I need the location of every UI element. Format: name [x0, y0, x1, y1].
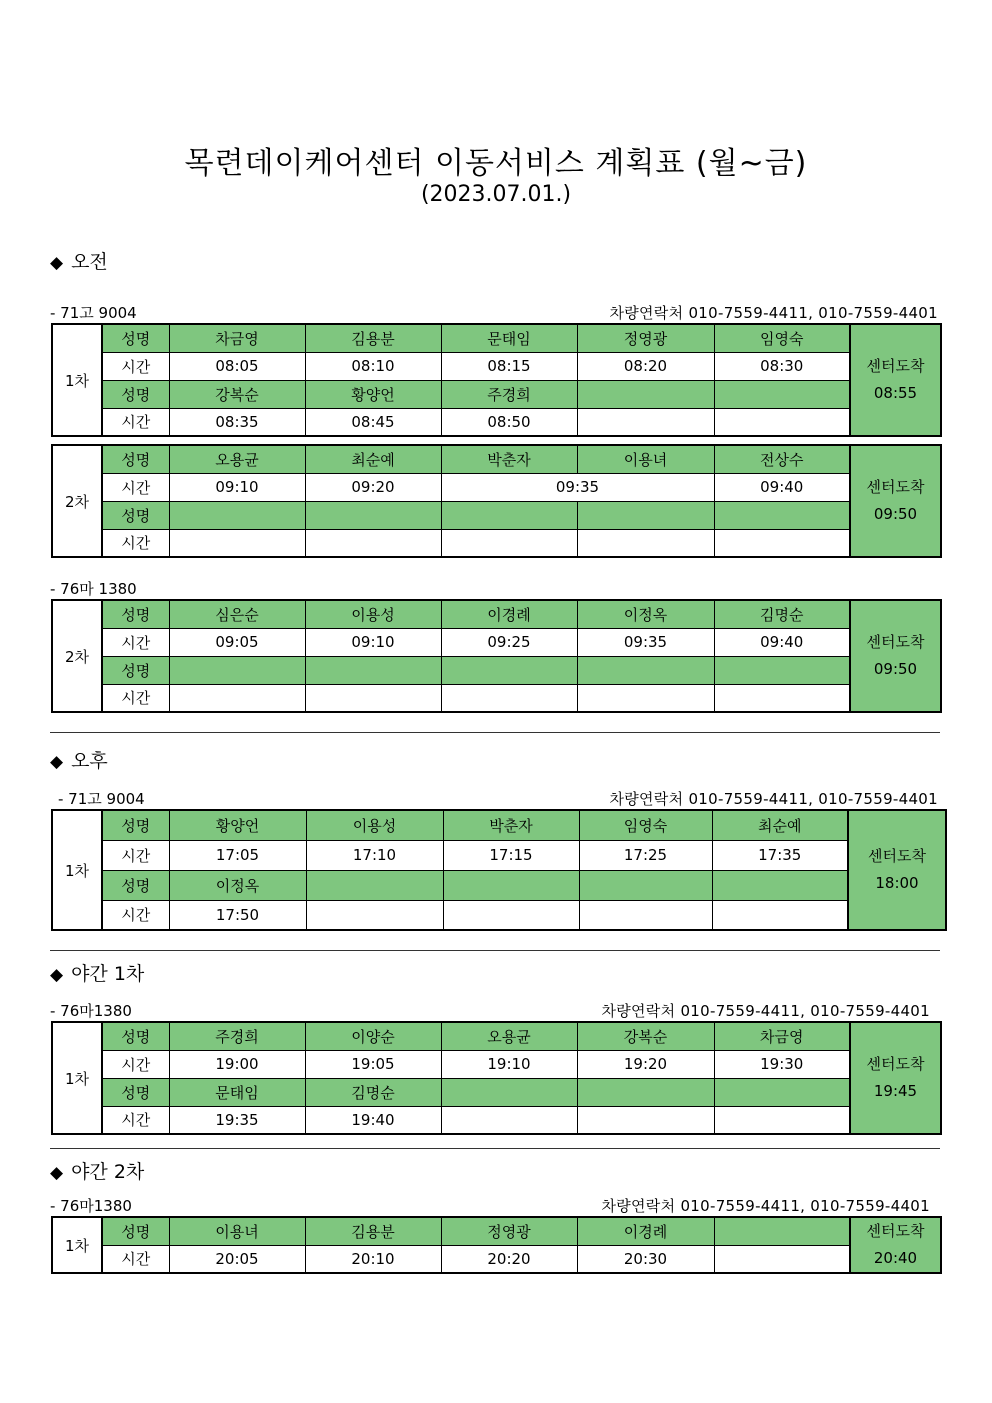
diamond-icon: ◆	[50, 752, 64, 772]
vehicle-night1: - 76마1380	[50, 1002, 132, 1020]
name-cell: 강복순	[577, 1022, 714, 1050]
section-night2-label: 야간 2차	[71, 1161, 145, 1183]
arrival-label: 센터도착	[868, 847, 926, 865]
time-label: 시간	[102, 684, 169, 712]
time-cell	[712, 900, 848, 930]
section-pm-label: 오후	[71, 750, 108, 772]
name-cell: 김명순	[714, 600, 850, 628]
time-cell: 09:20	[305, 473, 441, 501]
time-cell: 17:25	[579, 840, 712, 870]
name-cell: 김용분	[305, 324, 441, 352]
time-cell: 09:40	[714, 473, 850, 501]
arrival-time: 19:45	[873, 1082, 918, 1100]
name-cell	[714, 501, 850, 529]
name-cell	[305, 501, 441, 529]
name-cell: 최순예	[305, 445, 441, 473]
time-cell	[714, 684, 850, 712]
time-cell: 08:30	[714, 352, 850, 380]
time-cell	[169, 529, 305, 557]
name-label: 성명	[102, 870, 169, 900]
name-cell: 정영광	[441, 1217, 577, 1245]
time-cell: 20:10	[305, 1245, 441, 1273]
time-cell: 08:45	[305, 408, 441, 436]
schedule-table-night2	[51, 1216, 942, 1274]
arrival-cell	[850, 445, 941, 557]
name-cell: 최순예	[712, 810, 848, 840]
round-label: 2차	[52, 600, 102, 712]
schedule-table-am1	[51, 323, 942, 437]
diamond-icon: ◆	[50, 253, 64, 273]
time-cell: 08:05	[169, 352, 305, 380]
name-cell	[169, 656, 305, 684]
schedule-table-am3	[51, 599, 942, 713]
name-cell	[305, 656, 441, 684]
time-cell	[305, 684, 441, 712]
name-cell: 정영광	[577, 324, 714, 352]
time-cell: 17:35	[712, 840, 848, 870]
round-label: 1차	[52, 1217, 102, 1273]
arrival-time: 20:40	[873, 1249, 918, 1267]
name-cell	[712, 870, 848, 900]
divider	[50, 950, 940, 951]
name-cell	[577, 1078, 714, 1106]
name-cell: 차금영	[714, 1022, 850, 1050]
section-pm	[50, 746, 108, 773]
name-cell: 임영숙	[579, 810, 712, 840]
time-label: 시간	[102, 1106, 169, 1134]
time-label: 시간	[102, 628, 169, 656]
time-cell: 19:00	[169, 1050, 305, 1078]
round-label: 1차	[52, 1022, 102, 1134]
name-cell: 차금영	[169, 324, 305, 352]
vehicle-night2: - 76마1380	[50, 1197, 132, 1215]
diamond-icon: ◆	[50, 1163, 64, 1183]
section-night1-label: 야간 1차	[71, 963, 145, 985]
time-cell: 20:20	[441, 1245, 577, 1273]
name-cell: 이용성	[305, 600, 441, 628]
name-label: 성명	[102, 1022, 169, 1050]
section-night1	[50, 959, 144, 986]
time-cell	[714, 408, 850, 436]
name-cell	[714, 656, 850, 684]
name-label: 성명	[102, 501, 169, 529]
name-cell: 문태임	[169, 1078, 305, 1106]
time-cell	[577, 1106, 714, 1134]
time-cell	[577, 529, 714, 557]
name-cell	[441, 501, 577, 529]
contact-am: 차량연락처 010-7559-4411, 010-7559-4401	[609, 304, 938, 322]
time-cell: 20:05	[169, 1245, 305, 1273]
name-cell: 이경례	[577, 1217, 714, 1245]
name-cell: 이용녀	[577, 445, 714, 473]
name-cell: 임영숙	[714, 324, 850, 352]
time-cell	[306, 900, 443, 930]
arrival-label: 센터도착	[866, 1222, 925, 1240]
time-cell	[441, 529, 577, 557]
name-cell: 박춘자	[441, 445, 577, 473]
name-label: 성명	[102, 1217, 169, 1245]
vehicle-am-b: - 76마 1380	[50, 580, 137, 598]
name-cell: 김용분	[305, 1217, 441, 1245]
name-cell	[443, 870, 579, 900]
name-cell	[577, 501, 714, 529]
schedule-table-night1	[51, 1021, 942, 1135]
time-cell	[714, 529, 850, 557]
arrival-cell	[850, 1217, 941, 1273]
time-cell: 08:20	[577, 352, 714, 380]
time-label: 시간	[102, 529, 169, 557]
time-label: 시간	[102, 473, 169, 501]
time-cell: 17:05	[169, 840, 306, 870]
arrival-label: 센터도착	[866, 357, 925, 375]
time-cell	[577, 684, 714, 712]
contact-night1: 차량연락처 010-7559-4411, 010-7559-4401	[601, 1002, 930, 1020]
name-cell: 이양순	[305, 1022, 441, 1050]
name-cell: 김명순	[305, 1078, 441, 1106]
time-cell: 09:40	[714, 628, 850, 656]
time-cell: 19:30	[714, 1050, 850, 1078]
time-cell: 17:50	[169, 900, 306, 930]
time-cell: 17:15	[443, 840, 579, 870]
schedule-table-am2	[51, 444, 942, 558]
round-label: 1차	[52, 810, 102, 930]
time-cell: 19:20	[577, 1050, 714, 1078]
arrival-label: 센터도착	[866, 478, 925, 496]
name-label: 성명	[102, 810, 169, 840]
name-cell	[714, 380, 850, 408]
time-cell: 19:40	[305, 1106, 441, 1134]
vehicle-am-a: - 71고 9004	[50, 304, 137, 322]
name-cell: 강복순	[169, 380, 305, 408]
time-cell	[714, 1245, 850, 1273]
vehicle-pm-a: - 71고 9004	[58, 790, 145, 808]
page-date: (2023.07.01.)	[420, 182, 572, 207]
name-cell: 오용균	[169, 445, 305, 473]
time-cell: 19:35	[169, 1106, 305, 1134]
name-cell	[169, 501, 305, 529]
name-cell: 이정옥	[169, 870, 306, 900]
contact-pm: 차량연락처 010-7559-4411, 010-7559-4401	[609, 790, 938, 808]
divider	[50, 1148, 940, 1149]
name-cell	[577, 656, 714, 684]
name-cell: 이용성	[306, 810, 443, 840]
time-cell	[441, 1106, 577, 1134]
time-label: 시간	[102, 1245, 169, 1273]
time-cell: 08:50	[441, 408, 577, 436]
diamond-icon: ◆	[50, 965, 64, 985]
name-cell	[441, 656, 577, 684]
round-label: 2차	[52, 445, 102, 557]
time-cell	[714, 1106, 850, 1134]
time-cell	[305, 529, 441, 557]
name-cell: 이정옥	[577, 600, 714, 628]
name-cell: 전상수	[714, 445, 850, 473]
time-cell: 09:05	[169, 628, 305, 656]
arrival-label: 센터도착	[866, 633, 925, 651]
name-cell	[714, 1078, 850, 1106]
arrival-cell	[850, 324, 941, 436]
schedule-table-pm1	[51, 809, 947, 931]
contact-night2: 차량연락처 010-7559-4411, 010-7559-4401	[601, 1197, 930, 1215]
section-am-label: 오전	[71, 251, 108, 273]
time-cell	[579, 900, 712, 930]
name-cell: 오용균	[441, 1022, 577, 1050]
name-cell	[306, 870, 443, 900]
name-cell: 이경례	[441, 600, 577, 628]
time-label: 시간	[102, 408, 169, 436]
name-cell	[714, 1217, 850, 1245]
arrival-cell	[850, 600, 941, 712]
arrival-time: 09:50	[873, 660, 918, 678]
time-cell: 08:15	[441, 352, 577, 380]
time-cell	[443, 900, 579, 930]
time-cell	[577, 408, 714, 436]
time-cell: 08:10	[305, 352, 441, 380]
name-label: 성명	[102, 1078, 169, 1106]
name-cell: 주경희	[441, 380, 577, 408]
divider	[50, 732, 940, 733]
name-cell	[577, 380, 714, 408]
name-cell: 이용녀	[169, 1217, 305, 1245]
time-cell: 09:35	[577, 628, 714, 656]
time-cell: 17:10	[306, 840, 443, 870]
arrival-label: 센터도착	[866, 1055, 925, 1073]
time-cell: 09:35	[441, 473, 714, 501]
arrival-time: 09:50	[873, 505, 918, 523]
name-label: 성명	[102, 656, 169, 684]
page-title: 목련데이케어센터 이동서비스 계획표 (월~금)	[184, 146, 808, 181]
name-cell: 주경희	[169, 1022, 305, 1050]
time-cell	[441, 684, 577, 712]
time-label: 시간	[102, 352, 169, 380]
time-cell: 20:30	[577, 1245, 714, 1273]
name-label: 성명	[102, 324, 169, 352]
time-cell: 09:10	[169, 473, 305, 501]
name-cell	[579, 870, 712, 900]
name-label: 성명	[102, 445, 169, 473]
name-cell: 황양언	[305, 380, 441, 408]
time-cell: 19:05	[305, 1050, 441, 1078]
section-am	[50, 247, 108, 274]
name-cell: 황양언	[169, 810, 306, 840]
round-label: 1차	[52, 324, 102, 436]
name-label: 성명	[102, 600, 169, 628]
arrival-cell	[850, 1022, 941, 1134]
name-cell	[441, 1078, 577, 1106]
name-cell: 박춘자	[443, 810, 579, 840]
time-cell	[169, 684, 305, 712]
name-label: 성명	[102, 380, 169, 408]
name-cell: 심은순	[169, 600, 305, 628]
time-label: 시간	[102, 900, 169, 930]
time-cell: 08:35	[169, 408, 305, 436]
time-cell: 19:10	[441, 1050, 577, 1078]
name-cell: 문태임	[441, 324, 577, 352]
arrival-cell	[848, 810, 946, 930]
arrival-time: 18:00	[875, 874, 919, 892]
arrival-time: 08:55	[873, 384, 918, 402]
time-label: 시간	[102, 1050, 169, 1078]
time-label: 시간	[102, 840, 169, 870]
section-night2	[50, 1157, 144, 1184]
time-cell: 09:10	[305, 628, 441, 656]
time-cell: 09:25	[441, 628, 577, 656]
